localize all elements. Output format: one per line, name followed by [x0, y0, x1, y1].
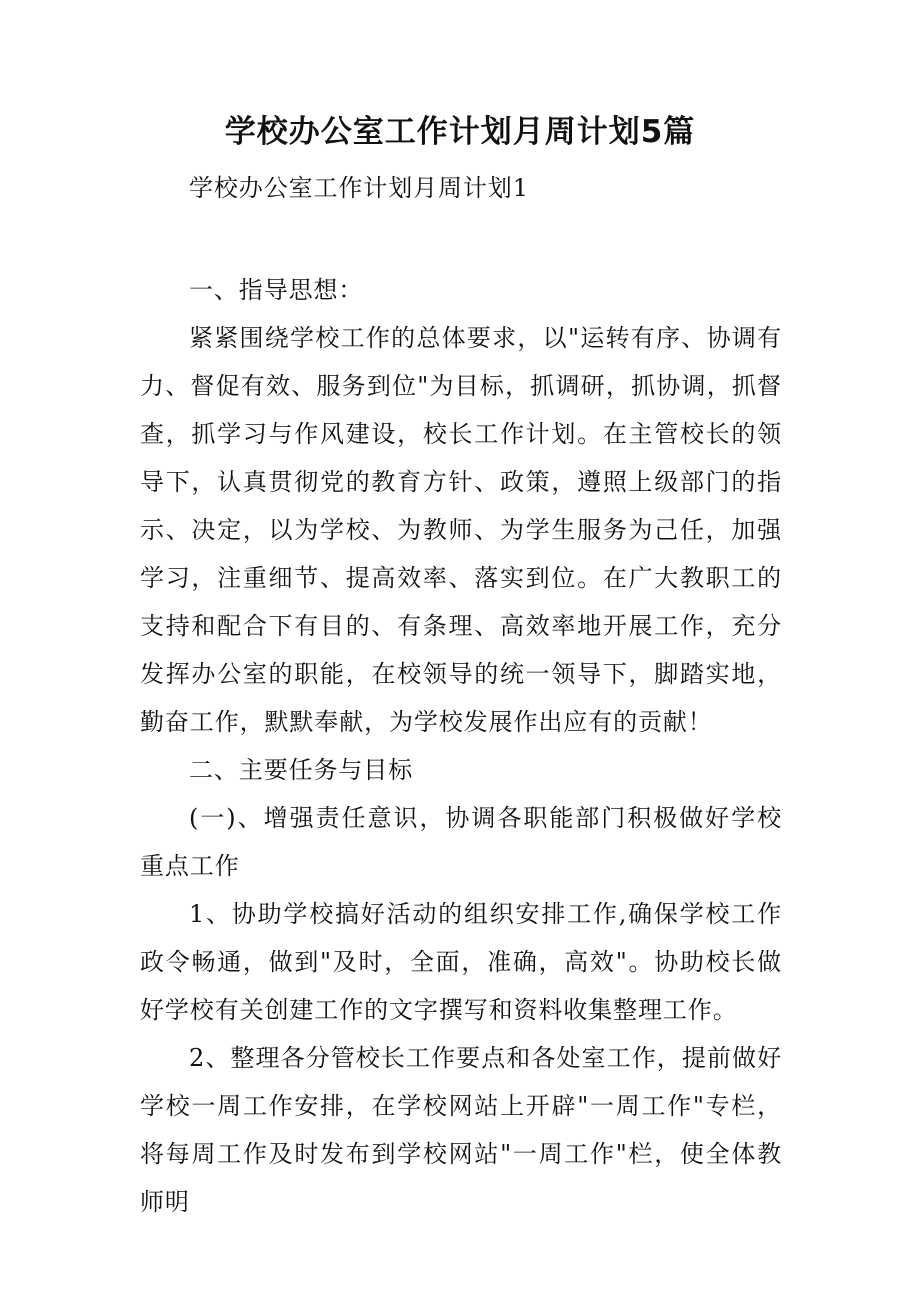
list-item-1: 1、协助学校搞好活动的组织安排工作,确保学校工作政令畅通，做到"及时，全面，准确，高效"。协助校长做好学校有关创建工作的文字撰写和资料收集整理工作。: [140, 900, 782, 1024]
document-title: 学校办公室工作计划月周计划5篇: [224, 114, 696, 150]
section-heading-main-tasks: 二、主要任务与目标: [189, 756, 414, 784]
document-subtitle: 学校办公室工作计划月周计划1: [189, 174, 529, 202]
section-heading-guiding-ideology: 一、指导思想：: [189, 276, 364, 304]
subheading-responsibility: (一)、增强责任意识，协调各职能部门积极做好学校重点工作: [140, 804, 782, 880]
paragraph-guiding-ideology: 紧紧围绕学校工作的总体要求，以"运转有序、协调有力、督促有效、服务到位"为目标，抓调研，抓协调，抓督查，抓学习与作风建设，校长工作计划。在主管校长的领导下，认真贯彻党的教育方针、政策，遵照上级部门的指示、决定，以为学校、为教师、为学生服务为己任，加强学习，注重细节、提高效率、落实到位。在广大教职工的支持和配合下有目的、有条理、高效率地开展工作，充分发挥办公室的职能，在校领导的统一领导下，脚踏实地，勤奋工作，默默奉献，为学校发展作出应有的贡献！: [140, 324, 782, 736]
list-item-2: 2、整理各分管校长工作要点和各处室工作，提前做好学校一周工作安排，在学校网站上开辟"一周工作"专栏，将每周工作及时发布到学校网站"一周工作"栏，使全体教师明: [140, 1044, 782, 1216]
